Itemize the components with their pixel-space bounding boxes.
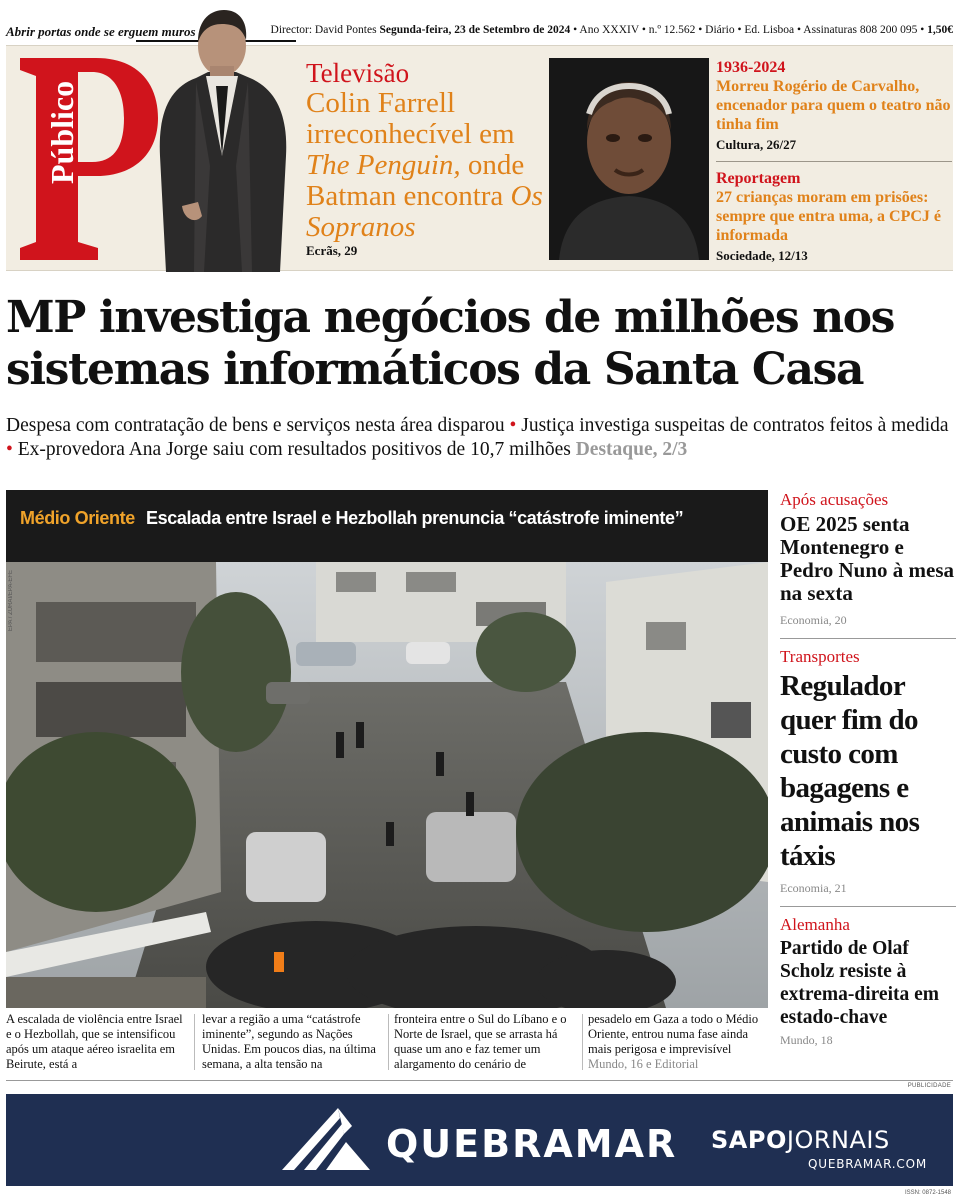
advert-url: QUEBRAMAR.COM xyxy=(808,1157,927,1171)
bullet-icon: • xyxy=(6,439,13,460)
photo-credit: EPA / ZURAI/EPA-EFE xyxy=(8,570,14,632)
slogan: Abrir portas onde se erguem muros xyxy=(6,24,196,39)
column-divider xyxy=(194,1014,195,1070)
bullet-icon: • xyxy=(509,415,517,436)
director: Director: David Pontes xyxy=(270,24,377,36)
advert-partner: SAPOJORNAIS xyxy=(711,1126,890,1154)
publico-logo-p[interactable] xyxy=(12,52,162,266)
deck-point: Despesa com contratação de bens e serviços nesta área disparou xyxy=(6,415,505,436)
divider xyxy=(780,906,956,907)
right-story-ref: Mundo, 18 xyxy=(780,1033,833,1047)
advert-rule xyxy=(6,1080,953,1081)
tv-headline[interactable]: Colin Farrell irreconhecível em The Penguin, onde Batman encontra Os Sopranos xyxy=(306,87,543,243)
beirut-strike-photo[interactable] xyxy=(6,562,768,1008)
top-line xyxy=(0,0,959,44)
advert-label: PUBLICIDADE xyxy=(907,1083,951,1089)
colin-farrell-photo[interactable] xyxy=(146,6,296,272)
edition-info: • Ano XXXIV • n.º 12.562 • Diário • Ed. Lisboa • Assinaturas 808 200 095 • xyxy=(573,24,925,36)
right-story-kicker: Transportes xyxy=(780,647,860,666)
dateline xyxy=(271,24,953,36)
photo-story-text xyxy=(6,1012,768,1074)
photo-story-banner[interactable] xyxy=(6,490,768,562)
side-story-ref: Sociedade, 12/13 xyxy=(716,248,808,263)
right-story-headline: Regulador quer fim do custo com bagagens e animais nos táxis xyxy=(780,670,920,872)
photo-story-column: A escalada de violência entre Israel e o Hezbollah, que se intensificou após um ataque aéreo israelita em Beirute, está a xyxy=(6,1012,183,1071)
publico-logo-word xyxy=(42,58,82,188)
divider xyxy=(716,161,952,162)
side-story-headline: 27 crianças moram em prisões: sempre que entra uma, a CPCJ é informada xyxy=(716,189,942,244)
photo-story-column: levar a região a uma “catástrofe iminente”, segundo as Nações Unidas. Em poucos dias, na última semana, a alta tensão na xyxy=(202,1012,376,1071)
deck-point: Ex-provedora Ana Jorge saiu com resultados positivos de 10,7 milhões xyxy=(17,439,571,460)
photo-story-column-last: pesadelo em Gaza a todo o Médio Oriente, entrou numa fase ainda mais perigosa e imprevisível Mundo, 16 e Editorial xyxy=(588,1012,759,1071)
quebramar-advert[interactable] xyxy=(6,1094,953,1186)
right-story-kicker: Após acusações xyxy=(780,490,889,509)
side-story-kicker: 1936-2024 xyxy=(716,59,786,76)
deck-point: Justiça investiga suspeitas de contratos feitos à medida xyxy=(521,415,949,436)
side-story-ref: Cultura, 26/27 xyxy=(716,137,797,152)
divider xyxy=(780,638,956,639)
photo-story-column: fronteira entre o Sul do Líbano e o Norte de Israel, que se arrasta há quase um ano e faz temer um alargamento do cenário de xyxy=(394,1012,567,1071)
right-story-headline: OE 2025 senta Montenegro e Pedro Nuno à mesa na sexta xyxy=(780,512,955,605)
column-divider xyxy=(582,1014,583,1070)
side-story-obituary[interactable] xyxy=(716,58,952,153)
right-story-germany[interactable] xyxy=(780,915,956,1048)
lead-headline[interactable]: MP investiga negócios de milhões nos sistemas informáticos da Santa Casa xyxy=(6,292,895,395)
photo-story-ref: Mundo, 16 e Editorial xyxy=(588,1057,699,1071)
right-story-taxis[interactable] xyxy=(780,647,956,896)
issn: ISSN: 0872-1548 xyxy=(904,1190,951,1196)
photo-story-kicker: Médio Oriente xyxy=(20,508,135,528)
side-stories-top xyxy=(716,58,952,264)
side-story-kicker: Reportagem xyxy=(716,170,801,187)
right-story-ref: Economia, 20 xyxy=(780,613,847,627)
right-column xyxy=(780,490,956,1048)
advert-brand: QUEBRAMAR xyxy=(386,1122,678,1166)
right-story-ref: Economia, 21 xyxy=(780,881,847,895)
side-story-headline: Morreu Rogério de Carvalho, encenador para quem o teatro não tinha fim xyxy=(716,78,951,133)
lead-deck xyxy=(6,414,953,462)
column-divider xyxy=(388,1014,389,1070)
lead-section-ref: Destaque, 2/3 xyxy=(575,439,688,460)
quebramar-logo-icon xyxy=(282,1108,372,1170)
issue-date: Segunda-feira, 23 de Setembro de 2024 xyxy=(379,24,571,36)
right-story-headline: Partido de Olaf Scholz resiste à extrema-direita em estado-chave xyxy=(780,938,939,1028)
tv-section-ref: Ecrãs, 29 xyxy=(306,243,358,258)
rogerio-de-carvalho-portrait[interactable] xyxy=(549,58,709,260)
right-story-kicker: Alemanha xyxy=(780,915,850,934)
tv-kicker: Televisão xyxy=(306,58,410,88)
photo-story-title: Escalada entre Israel e Hezbollah prenuncia “catástrofe iminente” xyxy=(146,508,684,528)
price: 1,50€ xyxy=(927,24,953,36)
right-story-budget[interactable] xyxy=(780,490,956,628)
logo-word-text: Público xyxy=(44,80,80,184)
masthead xyxy=(6,45,953,271)
side-story-report[interactable] xyxy=(716,169,952,264)
